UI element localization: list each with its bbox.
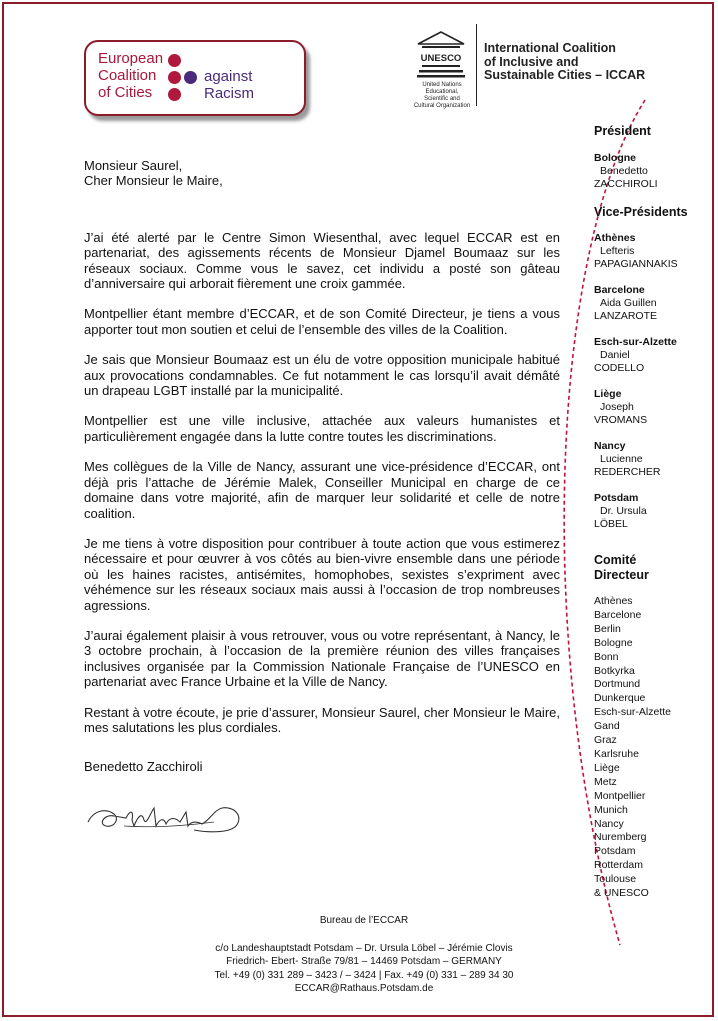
footer-address-line-2: Friedrich- Ebert- Straße 79/81 – 14469 Potsdam – GERMANY [226, 956, 502, 967]
salutation-line-1: Monsieur Saurel, [84, 158, 183, 173]
sidebar [594, 124, 710, 901]
committee-member: Montpellier [594, 789, 646, 802]
committee-member: Athènes [594, 595, 633, 607]
salutation-line-2: Cher Monsieur le Maire, [84, 173, 223, 189]
committee-member: Dortmund [594, 678, 641, 691]
iccar-title-line-2: of Inclusive and [484, 54, 579, 69]
committee-member: Bologne [594, 636, 633, 649]
vp-city: Potsdam [594, 492, 639, 504]
president-city: Bologne [594, 152, 636, 164]
committee-member: Nuremberg [594, 831, 647, 844]
president-heading: Président [594, 124, 651, 138]
handwritten-signature [84, 796, 254, 840]
vp-last-name: CODELLO [594, 362, 645, 374]
committee-member: Potsdam [594, 845, 636, 858]
committee-member: Metz [594, 775, 617, 788]
vp-first-name: Dr. Ursula [600, 505, 647, 517]
paragraph: Je me tiens à votre disposition pour contribuer à toute action que vous estimerez nécessaire et pour œuvrer à vos côtés au bien-vivre ensemble dans une période où les haines racistes, antisémites, homophobes, sexistes s’expriment avec véhémence sur les réseaux sociaux mais aussi à l’occasion de trop nombreuses agressions. [84, 535, 560, 613]
logo-against-racism: against Racism [204, 68, 255, 102]
committee-member: Graz [594, 734, 617, 747]
president-first-name: Benedetto [600, 165, 648, 177]
paragraph: Montpellier est une ville inclusive, attachée aux valeurs humanistes et particulièrement engagée dans la lutte contre toutes les discriminations. [84, 413, 560, 444]
committee-member: Barcelone [594, 608, 642, 621]
paragraph: Je sais que Monsieur Boumaaz est un élu de votre opposition municipale habitué aux provocations condamnables. Ce fut notamment le cas lorsqu’il avait démâté un drapeau LGBT installé par la municipalité. [84, 352, 560, 399]
eccar-logo [84, 40, 306, 116]
vp-last-name: PAPAGIANNAKIS [594, 258, 678, 270]
letter-body [84, 158, 560, 775]
unesco-subtitle: United Nations Educational, Scientific and Cultural Organization [413, 82, 471, 109]
vp-first-name: Daniel [600, 349, 630, 361]
vp-first-name: Joseph [600, 401, 634, 413]
president-last-name: ZACCHIROLI [594, 178, 658, 190]
committee-member: Liège [594, 761, 620, 774]
committee-member: Dunkerque [594, 692, 646, 705]
logo-line-3: of Cities [98, 84, 153, 101]
footer [184, 914, 544, 996]
unesco-temple-icon [416, 30, 466, 80]
paragraph: J’ai été alerté par le Centre Simon Wiesenthal, avec lequel ECCAR est en partenariat, des agissements récents de Monsieur Djamel Boumaaz sur les réseaux sociaux. Comme vous le savez, cet individu a posté son gâteau d’anniversaire qui arborait fièrement une croix gammée. [84, 229, 560, 292]
paragraph: J’aurai également plaisir à vous retrouver, vous ou votre représentant, à Nancy, le 3 octobre prochain, à l’occasion de la première réunion des villes françaises inclusives organisée par la Commission Nationale Française de l’UNESCO en partenariat avec France Urbaine et la Ville de Nancy. [84, 627, 560, 690]
committee-member: Rotterdam [594, 859, 644, 872]
vp-city: Esch-sur-Alzette [594, 336, 677, 348]
committee-member: Berlin [594, 622, 621, 635]
committee-member: Karlsruhe [594, 747, 639, 760]
footer-bureau: Bureau de l’ECCAR [319, 915, 409, 926]
vp-heading: Vice-Présidents [594, 205, 688, 219]
vp-last-name: LÖBEL [594, 518, 628, 530]
logo-line-1: European [98, 50, 164, 67]
vp-last-name: VROMANS [594, 414, 648, 426]
footer-phone-fax: Tel. +49 (0) 331 289 – 3423 / – 3424 | Fax. +49 (0) 331 – 289 34 30 [214, 969, 514, 981]
vp-city: Nancy [594, 440, 626, 452]
committee-member: Esch-sur-Alzette [594, 706, 672, 719]
committee-member: Nancy [594, 817, 624, 830]
committee-member: Botkyrka [594, 664, 635, 677]
vp-city: Barcelone [594, 284, 645, 296]
iccar-title [484, 42, 645, 83]
header-divider [476, 24, 477, 106]
vp-first-name: Lefteris [600, 245, 635, 257]
signature-name: Benedetto Zacchiroli [84, 759, 203, 775]
committee-member: & UNESCO [594, 887, 649, 900]
footer-email: ECCAR@Rathaus.Potsdam.de [294, 983, 434, 994]
iccar-title-line-3: Sustainable Cities – ICCAR [484, 68, 646, 82]
committee-heading-1: Comité [594, 553, 637, 567]
unesco-wordmark: UNESCO [420, 53, 462, 64]
committee-member: Toulouse [594, 873, 637, 886]
committee-heading-2: Directeur [594, 568, 649, 582]
committee-member: Bonn [594, 650, 619, 663]
logo-line-2: Coalition [98, 67, 157, 84]
committee-member: Gand [594, 720, 620, 733]
footer-address-line-1: c/o Landeshauptstadt Potsdam – Dr. Ursula Löbel – Jérémie Clovis [215, 942, 513, 954]
paragraph: Mes collègues de la Ville de Nancy, assurant une vice-présidence d’ECCAR, ont déjà pris l’attache de Jérémie Malek, Conseiller Municipal en charge de ce domaine dans votre majorité, afin de marquer leur solidarité et celle de notre coalition. [84, 459, 560, 521]
logo-dot [168, 54, 181, 67]
paragraph: Restant à votre écoute, je prie d’assurer, Monsieur Saurel, cher Monsieur le Maire, mes salutations les plus cordiales. [84, 704, 560, 735]
logo-dot [168, 88, 181, 101]
logo-dot [168, 71, 181, 84]
iccar-title-line-1: International Coalition [484, 41, 616, 55]
paragraph: Montpellier étant membre d’ECCAR, et de son Comité Directeur, je tiens a vous apporter tout mon soutien et celui de l’ensemble des villes de la Coalition. [84, 306, 560, 337]
vp-first-name: Aida Guillen [600, 297, 657, 309]
vp-first-name: Lucienne [600, 453, 643, 465]
vp-city: Athènes [594, 232, 636, 244]
committee-list [594, 595, 710, 901]
vp-city: Liège [594, 388, 622, 400]
vp-last-name: REDERCHER [594, 466, 661, 478]
vp-last-name: LANZAROTE [594, 310, 658, 322]
committee-member: Munich [594, 803, 628, 816]
logo-dot [184, 71, 197, 84]
